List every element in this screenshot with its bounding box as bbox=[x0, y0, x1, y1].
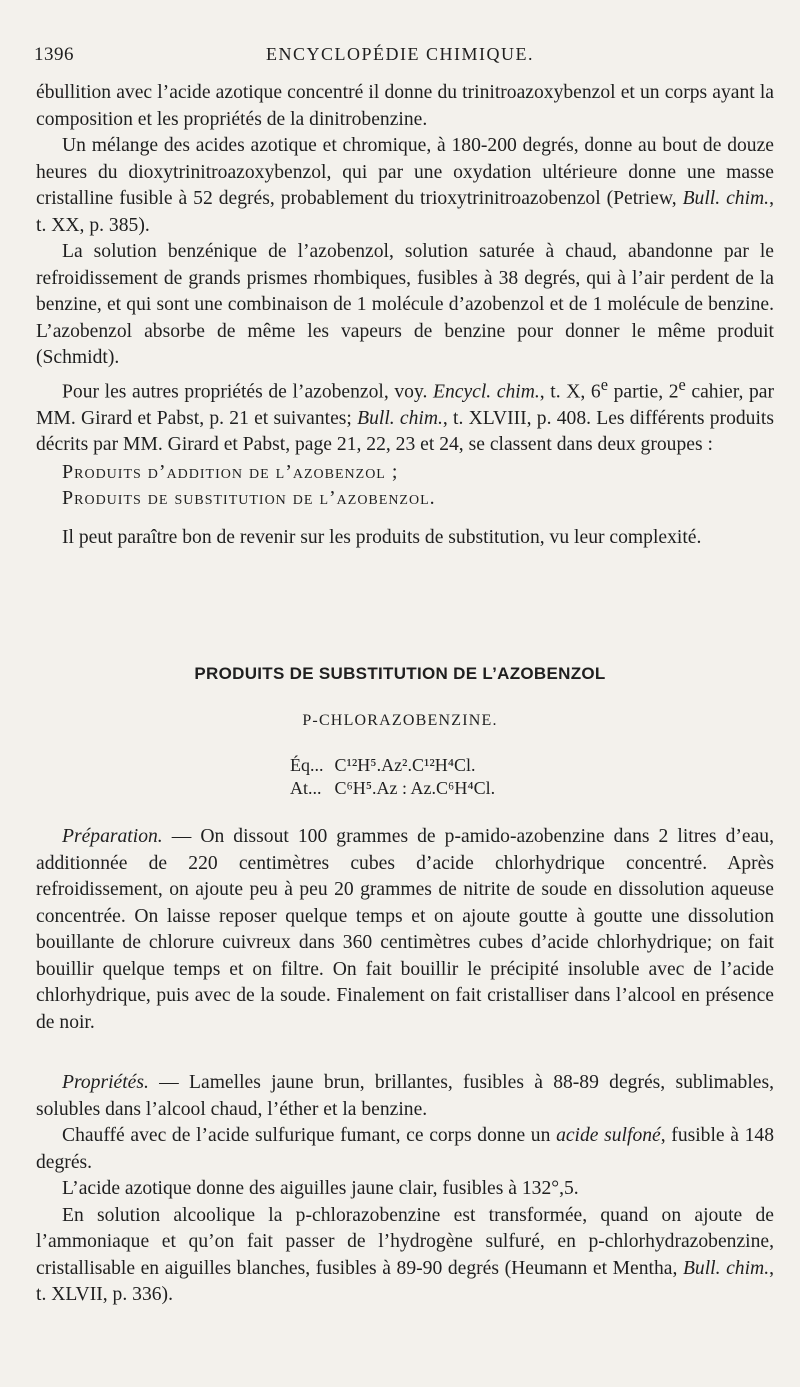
paragraph: En solution alcoolique la p-chlorazobenzine est transformée, quand on ajoute de l’ammoniaque et qu’on fait passer de l’hydrogène sulfuré, en p-chlorhydrazobenzine, cristallisable en aiguilles blanches, fusibles à 89-90 degrés (Heumann et Mentha, Bull. chim., t. XLVII, p. 336). bbox=[36, 1204, 775, 1305]
group-item: Produits d’addition de l’azobenzol ; bbox=[62, 460, 399, 483]
formula-equivalent: Éq... C¹²H⁵.Az².C¹²H⁴Cl. bbox=[290, 755, 476, 775]
section-title: PRODUITS DE SUBSTITUTION DE L’AZOBENZOL bbox=[194, 664, 606, 683]
paragraph: Il peut paraître bon de revenir sur les produits de substitution, vu leur complexité. bbox=[62, 526, 702, 548]
paragraph: Propriétés. — Lamelles jaune brun, brillantes, fusibles à 88-89 degrés, sublimables, solubles dans l’alcool chaud, l’éther et la benzine. bbox=[36, 1072, 774, 1120]
preparation-block bbox=[36, 824, 774, 1036]
running-head: ENCYCLOPÉDIE CHIMIQUE. bbox=[266, 44, 534, 64]
paragraph: Pour les autres propriétés de l’azobenzol, voy. Encycl. chim., t. X, 6e partie, 2e cahier, par MM. Girard et Pabst, p. 21 et suivantes; Bull. chim., t. XLVIII, p. 408. Les différents produits décrits par MM. Girard et Pabst, page 21, 22, 23 et 24, se classent dans deux groupes : bbox=[36, 374, 774, 456]
properties-block bbox=[36, 1070, 774, 1309]
group-item: Produits de substitution de l’azobenzol. bbox=[62, 486, 436, 509]
page-header bbox=[34, 44, 766, 74]
paragraph: Préparation. — On dissout 100 grammes de p-amido-azobenzine dans 2 litres d’eau, additionnée de 220 centimètres cubes d’acide chlorhydrique concentré. Après refroidissement, on ajoute peu à peu 20 grammes de nitrite de soude en dissolution aqueuse concentrée. On laisse reposer quelque temps et on ajoute goutte à goutte une dissolution bouillante de chlorure cuivreux dans 360 centimètres cubes d’acide chlorhydrique; on fait bouillir quelque temps et on filtre. On fait bouillir le précipité insoluble avec de l’acide chlorhydrique, puis avec de la soude. Finalement on fait cristalliser dans l’alcool en présence de noir. bbox=[36, 826, 774, 1033]
paragraph: La solution benzénique de l’azobenzol, solution saturée à chaud, abandonne par le refroidissement de grands prismes rhombiques, fusibles à 38 degrés, qui à l’air perdent de la benzine, et qui sont une combinaison de 1 molécule d’azobenzol et de 1 molécule de benzine. L’azobenzol absorbe de même les vapeurs de benzine pour donner le même produit (Schmidt). bbox=[36, 241, 774, 368]
paragraph: ébullition avec l’acide azotique concentré il donne du trinitroazoxybenzol et un corps ayant la composition et les propriétés de la dinitrobenzine. bbox=[36, 82, 774, 130]
page-number: 1396 bbox=[34, 44, 74, 65]
paragraph: Chauffé avec de l’acide sulfurique fumant, ce corps donne un acide sulfoné, fusible à 148 degrés. bbox=[36, 1125, 775, 1173]
compound-title: P-CHLORAZOBENZINE. bbox=[302, 712, 498, 729]
paragraph: L’acide azotique donne des aiguilles jaune clair, fusibles à 132°,5. bbox=[62, 1178, 579, 1199]
formula-atomic: At... C⁶H⁵.Az : Az.C⁶H⁴Cl. bbox=[290, 778, 496, 798]
intro-block bbox=[36, 80, 774, 551]
paragraph: Un mélange des acides azotique et chromique, à 180-200 degrés, donne au bout de douze heures du dioxytrinitroazoxybenzol, qui par une oxydation ultérieure donne une masse cristalline fusible à 52 degrés, probablement du trioxytrinitroazobenzol (Petriew, Bull. chim., t. XX, p. 385). bbox=[36, 135, 774, 236]
